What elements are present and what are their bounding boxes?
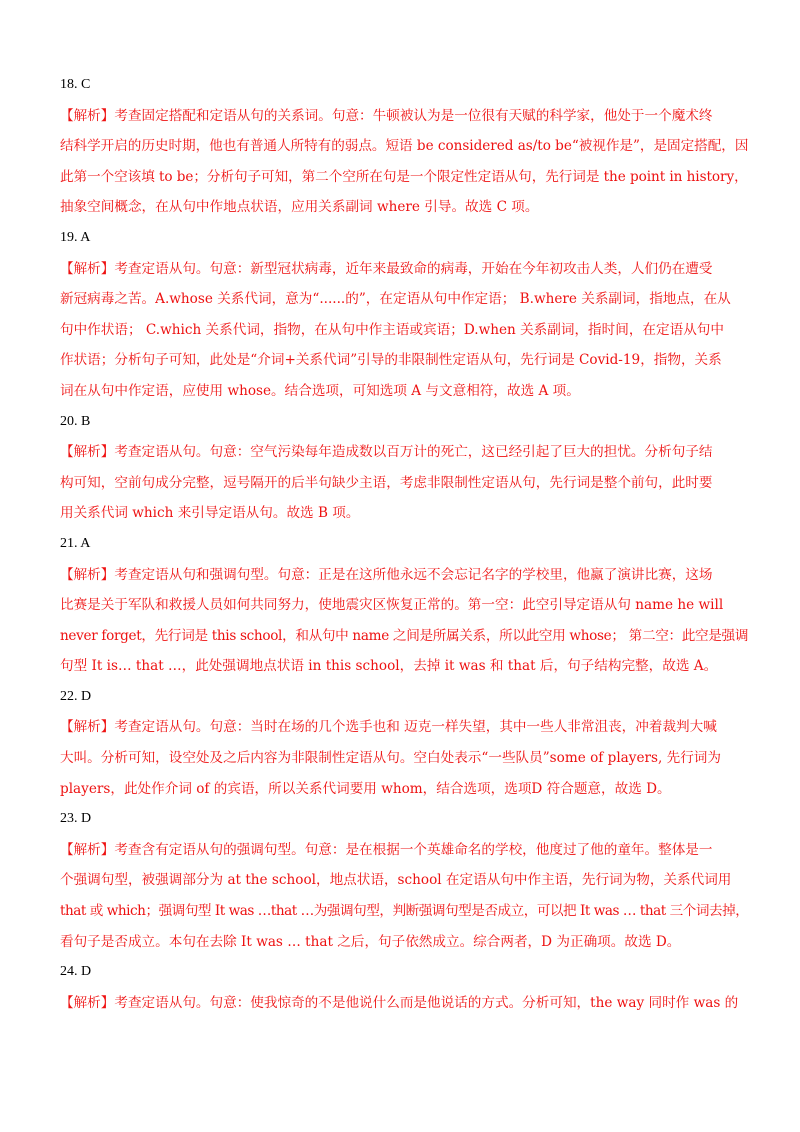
question-number: 23. D: [60, 811, 92, 827]
explanation: [60, 560, 748, 682]
answer-document: [60, 70, 748, 1018]
answer-item: [60, 682, 748, 804]
explanation-line: 【解析】考查定语从句。句意：空气污染每年造成数以百万计的死亡，这已经引起了巨大的担忧。分析句子结: [60, 444, 713, 461]
explanation-line: 【解析】考查定语从句和强调句型。句意：正是在这所他永远不会忘记名字的学校里，他赢了演讲比赛，这场: [60, 566, 713, 583]
explanation-line: 大叫。分析可知，设空处及之后内容为非限制性定语从句。空白处表示“一些队员”some of players, 先行词为: [60, 750, 721, 767]
explanation-line: 【解析】考查定语从句。句意：使我惊奇的不是他说什么而是他说话的方式。分析可知，the way 同时作 was 的: [60, 994, 739, 1011]
explanation: [60, 712, 748, 804]
explanation-line: 【解析】考查含有定语从句的强调句型。句意：是在根据一个英雄命名的学校，他度过了他的童年。整体是一: [60, 841, 713, 858]
explanation-line: that 或 which；强调句型 It was …that …为强调句型，判断强调句型是否成立，可以把 It was … that 三个词去掉，: [60, 903, 749, 920]
explanation-line: players，此处作介词 of 的宾语，所以关系代词要用 whom，结合选项，选项D 符合题意，故选 D。: [60, 780, 671, 797]
explanation-line: 【解析】考查定语从句。句意：当时在场的几个选手也和 迈克一样失望，其中一些人非常沮丧，冲着裁判大喊: [60, 719, 717, 736]
explanation-line: 用关系代词 which 来引导定语从句。故选 B 项。: [60, 505, 360, 522]
question-number: 21. A: [60, 535, 91, 551]
answer-item: [60, 223, 748, 407]
explanation: [60, 101, 748, 223]
answer-item: [60, 957, 748, 1018]
explanation-line: 构可知，空前句成分完整，逗号隔开的后半句缺少主语，考虑非限制性定语从句，先行词是整个前句，此时要: [60, 474, 713, 491]
question-number: 22. D: [60, 688, 92, 704]
answer-item: [60, 529, 748, 682]
explanation-line: 【解析】考查固定搭配和定语从句的关系词。句意：牛顿被认为是一位很有天赋的科学家，他处于一个魔术终: [60, 107, 713, 124]
explanation-line: 作状语；分析句子可知，此处是“介词+关系代词”引导的非限制性定语从句，先行词是 Covid-19，指物，关系: [60, 352, 722, 369]
answer-item: [60, 804, 748, 957]
explanation: [60, 835, 748, 957]
explanation-line: 句型 It is… that …，此处强调地点状语 in this school，去掉 it was 和 that 后，句子结构完整，故选 A。: [60, 658, 718, 675]
explanation-line: 看句子是否成立。本句在去除 It was … that 之后，句子依然成立。综合两者，D 为正确项。故选 D。: [60, 933, 681, 950]
explanation-line: 比赛是关于军队和救援人员如何共同努力，使地震灾区恢复正常的。第一空：此空引导定语从句 name he will: [60, 597, 724, 614]
explanation-line: 新冠病毒之苦。A.whose 关系代词，意为“......的”，在定语从句中作定语； B.where 关系副词，指地点，在从: [60, 291, 731, 308]
explanation-line: 【解析】考查定语从句。句意：新型冠状病毒，近年来最致命的病毒，开始在今年初攻击人类，人们仍在遭受: [60, 260, 713, 277]
explanation-line: 抽象空间概念，在从句中作地点状语，应用关系副词 where 引导。故选 C 项。: [60, 199, 539, 216]
explanation-line: 词在从句中作定语，应使用 whose。结合选项，可知选项 A 与文意相符，故选 A 项。: [60, 382, 580, 399]
answer-item: [60, 407, 748, 529]
question-number: 24. D: [60, 964, 92, 980]
question-number: 18. C: [60, 77, 91, 92]
answer-item: [60, 70, 748, 223]
question-number: 19. A: [60, 229, 91, 245]
explanation-line: 句中作状语； C.which 关系代词，指物，在从句中作主语或宾语；D.when 关系副词，指时间，在定语从句中: [60, 321, 724, 338]
explanation-line: 此第一个空该填 to be；分析句子可知，第二个空所在句是一个限定性定语从句，先行词是 the point in history，: [60, 168, 748, 185]
explanation-line: 结科学开启的历史时期，他也有普通人所特有的弱点。短语 be considered as/to be“被视作是”，是固定搭配，因: [60, 138, 749, 155]
explanation-line: never forget，先行词是 this school，和从句中 name 之间是所属关系，所以此空用 whose； 第二空：此空是强调: [60, 627, 749, 644]
explanation-line: 个强调句型，被强调部分为 at the school，地点状语，school 在定语从句中作主语，先行词为物，关系代词用: [60, 872, 732, 889]
explanation: [60, 437, 748, 529]
explanation: [60, 254, 748, 407]
question-number: 20. B: [60, 413, 91, 429]
explanation: [60, 988, 748, 1019]
